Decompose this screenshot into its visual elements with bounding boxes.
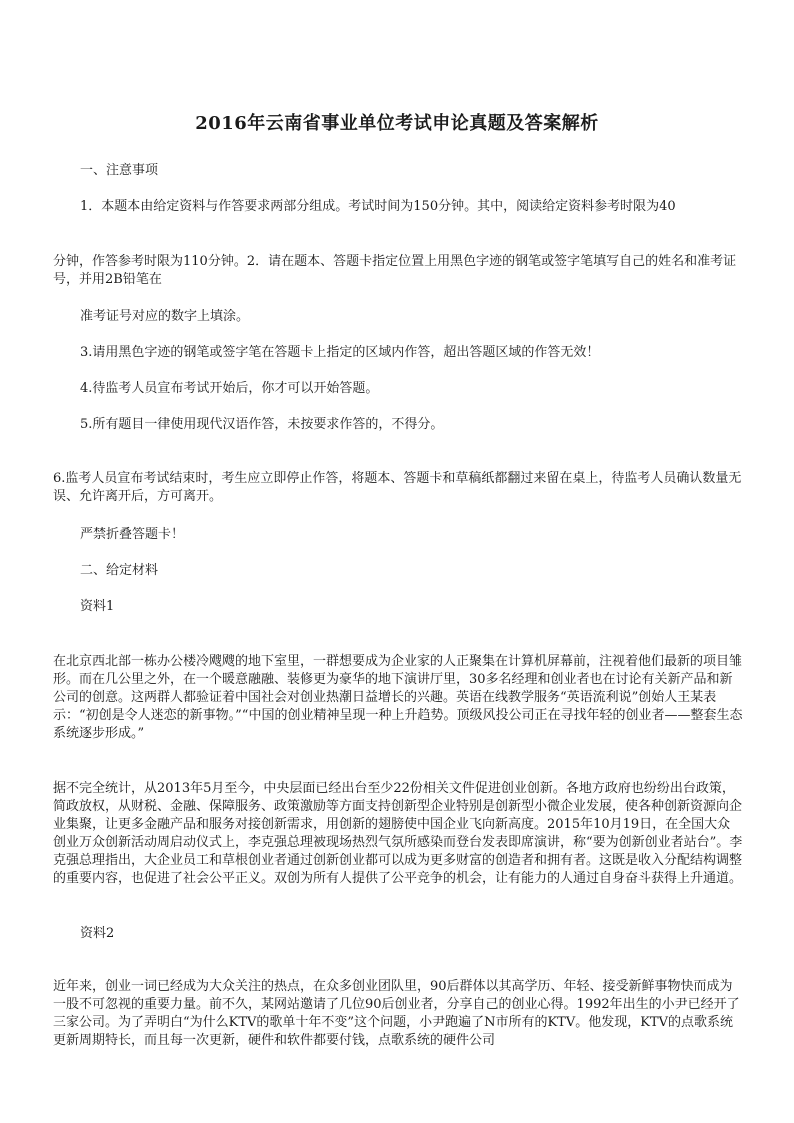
material-1-label: 资料1 <box>80 599 115 614</box>
material-2-label: 资料2 <box>80 926 115 941</box>
note-7-warning: 严禁折叠答题卡！ <box>80 527 185 542</box>
note-3: 3.请用黑色字迹的钢笔或签字笔在答题卡上指定的区域内作答，超出答题区域的作答无效！ <box>80 345 600 360</box>
section-heading-materials: 二、给定材料 <box>80 563 159 578</box>
material-1-paragraph-2: 据不完全统计，从2013年5月至今，中央层面已经出台至少22份相关文件促进创业创新。各地方政府也纷纷出台政策，简政放权，从财税、金融、保障服务、政策激励等方面支持创新型企业特别是创新型小微企业发展，使各种创新资源向企业集聚，让更多金融产品和服务对接创新需求，用创新的翅膀使中国企业飞向新高度。2015年10月19日，在全国大众创业万众创新活动周启动仪式上，李克强总理被现场热烈气氛所感染而登台发表即席演讲，称“要为创新创业者站台”。李克强总理指出，大企业员工和草根创业者通过创新创业都可以成为更多财富的创造者和拥有者。这既是收入分配结构调整的重要内容，也促进了社会公平正义。双创为所有人提供了公平竞争的机会，让有能力的人通过自身奋斗获得上升通道。 <box>53 781 743 886</box>
note-1-line-1: 1．本题本由给定资料与作答要求两部分组成。考试时间为150分钟。其中，阅读给定资料参考时限为40 <box>80 199 676 214</box>
material-2-paragraph-1: 近年来，创业一词已经成为大众关注的热点，在众多创业团队里，90后群体以其高学历、年轻、接受新鲜事物快而成为一股不可忽视的重要力量。前不久，某网站邀请了几位90后创业者，分享自己的创业心得。1992年出生的小尹已经开了三家公司。为了弄明白“为什么KTV的歌单十年不变”这个问题，小尹跑遍了N市所有的KTV。他发现，KTV的点歌系统更新周期特长，而且每一次更新，硬件和软件都要付钱，点歌系统的硬件公司 <box>53 979 740 1048</box>
note-1-end: 准考证号对应的数字上填涂。 <box>80 309 250 324</box>
section-heading-notes: 一、注意事项 <box>80 163 159 178</box>
note-1-continued: 分钟，作答参考时限为110分钟。2．请在题本、答题卡指定位置上用黑色字迹的钢笔或签字笔填写自己的姓名和准考证号，并用2B铅笔在 <box>53 254 737 287</box>
note-4: 4.待监考人员宣布考试开始后，你才可以开始答题。 <box>80 381 379 396</box>
note-6: 6.监考人员宣布考试结束时，考生应立即停止作答，将题本、答题卡和草稿纸都翻过来留在桌上，待监考人员确认数量无误、允许离开后，方可离开。 <box>53 471 742 504</box>
note-5: 5.所有题目一律使用现代汉语作答，未按要求作答的，不得分。 <box>80 417 444 432</box>
material-1-paragraph-1: 在北京西北部一栋办公楼冷飕飕的地下室里，一群想要成为企业家的人正聚集在计算机屏幕前，注视着他们最新的项目雏形。而在几公里之外，在一个暖意融融、装修更为豪华的地下演讲厅里，30多名经理和创业者也在讨论有关新产品和新公司的创意。这两群人都验证着中国社会对创业热潮日益增长的兴趣。英语在线教学服务“英语流利说”创始人王某表示：“初创是令人迷恋的新事物。”“中国的创业精神呈现一种上升趋势。顶级风投公司正在寻找年轻的创业者——整套生态系统逐步形成。” <box>53 654 743 741</box>
document-title: 2016年云南省事业单位考试申论真题及答案解析 <box>195 113 599 134</box>
